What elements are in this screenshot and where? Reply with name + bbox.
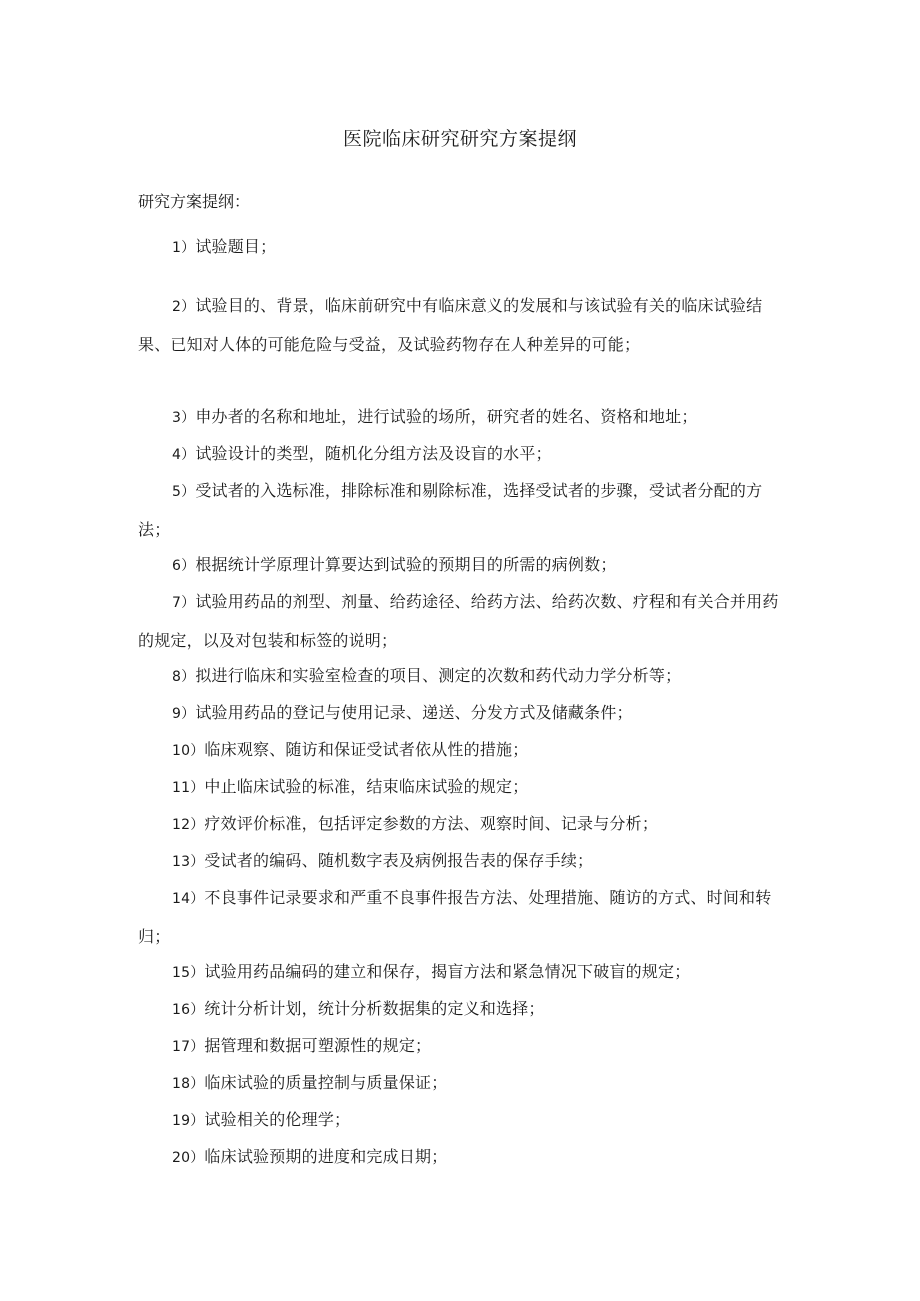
item-text: 统计分析计划，统计分析数据集的定义和选择； <box>204 999 545 1018</box>
item-number: 10） <box>172 743 205 759</box>
item-number: 5） <box>172 484 196 500</box>
item-number: 14） <box>172 891 205 907</box>
item-text: 临床试验预期的进度和完成日期； <box>204 1147 448 1166</box>
item-text: 试验用药品的剂型、剂量、给药途径、给药方法、给药次数、疗程和有关合并用药的规定，以及对包装和标签的说明； <box>138 592 779 650</box>
list-item <box>138 1064 788 1103</box>
item-number: 13） <box>172 854 205 870</box>
item-text: 试验用药品编码的建立和保存，揭盲方法和紧急情况下破盲的规定； <box>204 962 691 981</box>
item-number: 19） <box>172 1113 205 1129</box>
item-number: 1） <box>172 240 196 256</box>
list-item <box>138 990 788 1029</box>
intro-text: 研究方案提纲： <box>138 192 251 211</box>
list-item <box>138 842 788 881</box>
item-number: 2） <box>172 299 196 315</box>
item-number: 20） <box>172 1150 205 1166</box>
list-item <box>138 731 788 770</box>
list-item <box>138 583 788 659</box>
list-item <box>138 228 788 267</box>
item-number: 12） <box>172 817 205 833</box>
list-item <box>138 472 788 548</box>
item-number: 3） <box>172 410 196 426</box>
item-text: 试验设计的类型，随机化分组方法及设盲的水平； <box>195 444 552 463</box>
list-item <box>138 1101 788 1140</box>
item-text: 疗效评价标准，包括评定参数的方法、观察时间、记录与分析； <box>204 814 659 833</box>
list-item <box>138 953 788 992</box>
list-item <box>138 398 788 437</box>
item-text: 临床试验的质量控制与质量保证； <box>204 1073 448 1092</box>
item-text: 受试者的入选标准，排除标准和剔除标准，选择受试者的步骤，受试者分配的方法； <box>138 481 763 539</box>
item-number: 9） <box>172 706 196 722</box>
item-number: 17） <box>172 1039 205 1055</box>
item-text: 拟进行临床和实验室检查的项目、测定的次数和药代动力学分析等； <box>195 666 682 685</box>
item-number: 6） <box>172 558 196 574</box>
item-number: 16） <box>172 1002 205 1018</box>
item-text: 试验相关的伦理学； <box>204 1110 351 1129</box>
item-text: 受试者的编码、随机数字表及病例报告表的保存手续； <box>204 851 594 870</box>
item-number: 18） <box>172 1076 205 1092</box>
item-number: 11） <box>172 780 205 796</box>
list-item <box>138 546 788 585</box>
item-text: 据管理和数据可塑源性的规定； <box>204 1036 432 1055</box>
item-text: 试验题目； <box>195 237 277 256</box>
item-text: 临床观察、随访和保证受试者依从性的措施； <box>204 740 529 759</box>
item-number: 15） <box>172 965 205 981</box>
item-number: 8） <box>172 669 196 685</box>
item-text: 试验用药品的登记与使用记录、递送、分发方式及储藏条件； <box>195 703 633 722</box>
list-item <box>138 768 788 807</box>
list-item <box>138 435 788 474</box>
item-text: 试验目的、背景，临床前研究中有临床意义的发展和与该试验有关的临床试验结果、已知对人体的可能危险与受益，及试验药物存在人种差异的可能； <box>138 296 763 354</box>
page-title: 医院临床研究研究方案提纲 <box>342 128 577 150</box>
item-text: 不良事件记录要求和严重不良事件报告方法、处理措施、随访的方式、时间和转归； <box>138 888 772 946</box>
list-item <box>138 657 788 696</box>
list-item <box>138 694 788 733</box>
list-item <box>138 287 788 363</box>
item-number: 7） <box>172 595 196 611</box>
list-item <box>138 805 788 844</box>
item-number: 4） <box>172 447 196 463</box>
item-text: 申办者的名称和地址，进行试验的场所，研究者的姓名、资格和地址； <box>195 407 698 426</box>
item-text: 中止临床试验的标准，结束临床试验的规定； <box>204 777 529 796</box>
item-text: 根据统计学原理计算要达到试验的预期目的所需的病例数； <box>195 555 617 574</box>
list-item <box>138 1138 788 1177</box>
list-item <box>138 879 788 955</box>
list-item <box>138 1027 788 1066</box>
